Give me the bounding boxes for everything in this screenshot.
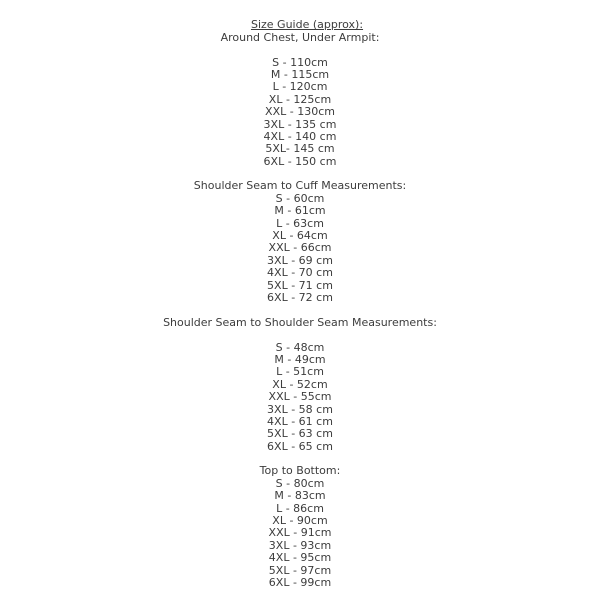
size-row: M - 49cm (274, 352, 326, 366)
size-row: XXL - 66cm (268, 241, 332, 255)
size-row: XL - 64cm (272, 229, 328, 243)
blank-line (0, 329, 600, 341)
size-row: XL - 52cm (272, 377, 328, 391)
section-heading: Around Chest, Under Armpit: (220, 30, 380, 44)
size-row: 4XL - 95cm (268, 551, 332, 565)
size-row: 3XL - 69 cm (267, 253, 333, 267)
size-row: 3XL - 93cm (268, 538, 332, 552)
blank-line (0, 304, 600, 316)
size-row: 5XL - 63 cm (267, 427, 333, 441)
size-row: S - 110cm (272, 55, 328, 69)
section-heading: Shoulder Seam to Cuff Measurements: (193, 179, 407, 193)
size-row: L - 120cm (272, 80, 328, 94)
size-row: 6XL - 99cm (268, 575, 332, 589)
blank-line (0, 44, 600, 56)
size-row: 4XL - 61 cm (267, 414, 333, 428)
size-row: L - 63cm (276, 216, 324, 230)
size-row: M - 61cm (274, 204, 326, 218)
size-row: M - 115cm (270, 67, 330, 81)
size-row: 3XL - 135 cm (263, 117, 337, 131)
size-row: S - 60cm (275, 191, 325, 205)
size-row: XXL - 91cm (268, 526, 332, 540)
size-row: L - 86cm (276, 501, 324, 515)
section-heading: Shoulder Seam to Shoulder Seam Measurements: (163, 315, 437, 329)
page-title: Size Guide (approx): (250, 18, 364, 32)
size-row: S - 80cm (275, 476, 325, 490)
size-row: 6XL - 72 cm (267, 290, 333, 304)
page-title-line (0, 7, 600, 32)
size-row: 5XL - 97cm (268, 563, 332, 577)
size-row: 6XL - 150 cm (263, 154, 337, 168)
size-row: 6XL - 65 cm (267, 439, 333, 453)
size-sections (0, 19, 600, 589)
size-row: 4XL - 70 cm (267, 266, 333, 280)
size-row: 5XL - 71 cm (267, 278, 333, 292)
size-row: XXL - 55cm (268, 390, 332, 404)
size-row: XXL - 130cm (265, 105, 335, 119)
size-row: S - 48cm (275, 340, 325, 354)
size-row: L - 51cm (276, 365, 324, 379)
size-row: 4XL - 140 cm (263, 129, 337, 143)
size-row: 3XL - 58 cm (267, 402, 333, 416)
size-row: XL - 90cm (272, 514, 328, 528)
section-heading: Top to Bottom: (259, 464, 341, 478)
size-row: 5XL- 145 cm (265, 142, 335, 156)
size-row: XL - 125cm (268, 92, 332, 106)
size-row: M - 83cm (274, 489, 326, 503)
